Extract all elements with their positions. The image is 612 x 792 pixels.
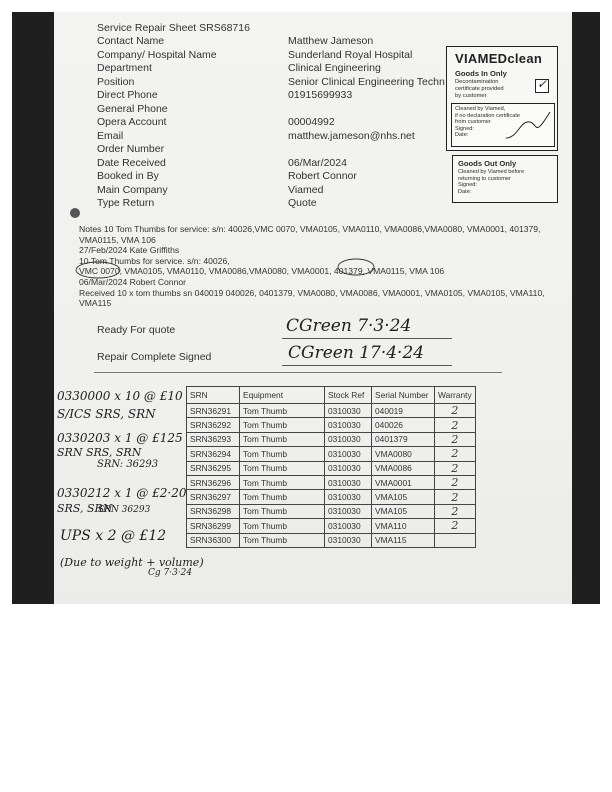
cell-serial: VMA110 [372,519,435,533]
cleaned-line: Cleaned by Viamed, [455,106,506,112]
cell-warranty: 2 [435,504,476,518]
repair-complete-label: Repair Complete Signed [97,351,212,363]
cell-warranty: 2 [435,519,476,533]
goods-out-date: Date: [458,188,472,195]
field-value: Quote [288,197,317,209]
cell-equipment: Tom Thumb [240,447,325,461]
field-label: Company/ Hospital Name [97,48,217,61]
cell-srn: SRN36294 [187,447,240,461]
cell-warranty: 2 [435,404,476,418]
handwritten-line: 0330000 x 10 @ £10 [57,389,183,403]
cell-srn: SRN36295 [187,461,240,475]
field-value: Robert Connor [288,170,357,182]
cell-stock-ref: 0310030 [325,519,372,533]
col-srn: SRN [187,387,240,404]
cell-srn: SRN36292 [187,418,240,432]
handwritten-line: SRN 36293 [98,505,151,515]
table-row [187,519,476,533]
field-label: Booked in By [97,170,159,182]
field-label: Email [97,129,124,142]
field-value: Matthew Jameson [288,35,374,47]
note-circles [0,0,612,320]
field-label: Type Return [97,197,155,209]
cell-warranty: 2 [435,461,476,475]
field-value: Clinical Engineering [288,62,381,74]
col-warranty: Warranty [435,387,476,404]
ready-signature: CGreen 7·3·24 [286,316,412,336]
cell-serial: VMA115 [372,533,435,547]
cell-serial: VMA105 [372,490,435,504]
cell-equipment: Tom Thumb [240,461,325,475]
handwritten-line: SRS, SRN [57,502,113,515]
goods-in-line: certificate provided [455,86,504,92]
ready-for-quote-label: Ready For quote [97,324,176,336]
cell-stock-ref: 0310030 [325,461,372,475]
table-row [187,490,476,504]
cell-warranty [435,533,476,547]
cell-serial: VMA0086 [372,461,435,475]
field-label: Main Company [97,183,168,196]
field-label: General Phone [97,102,168,115]
note-line: 27/Feb/2024 Kate Griffiths [79,245,180,256]
cell-serial: 0401379 [372,432,435,446]
field-label: Department [97,62,152,74]
table-body [187,404,476,548]
handwritten-line: Cg 7·3·24 [148,568,193,578]
date-label: Date: [455,132,469,139]
note-line: VMA0115, VMA 106 [79,234,156,245]
cell-equipment: Tom Thumb [240,475,325,489]
field-label: Opera Account [97,116,167,128]
signed-label: Signed: [455,125,474,132]
table-row [187,461,476,475]
cell-srn: SRN36299 [187,519,240,533]
ready-sign-line [282,338,452,339]
cleaned-line: from customer [455,119,491,126]
goods-out-line: Cleaned by Viamed before [458,169,525,175]
field-value: Senior Clinical Engineering Techn [288,75,445,88]
goods-out-signed: Signed: [458,182,477,189]
cell-warranty: 2 [435,418,476,432]
note-line: VMC 0070, VMA0105, VMA0110, VMA0086,VMA0080, VMA0001, 401379, VMA0115, VMA 106 [79,266,445,277]
field-value: Viamed [288,183,324,196]
handwritten-line: 0330203 x 1 @ £125 [57,431,183,445]
table-row [187,447,476,461]
note-line: 06/Mar/2024 Robert Connor [79,277,187,287]
viamed-logo: VIAMEDclean [455,51,543,66]
cell-srn: SRN36298 [187,504,240,518]
note-line: VMA115 [79,298,112,309]
cell-srn: SRN36296 [187,475,240,489]
cell-serial: VMA0001 [372,475,435,489]
field-label: Order Number [97,143,165,155]
field-value: Sunderland Royal Hospital [288,48,413,61]
cell-stock-ref: 0310030 [325,475,372,489]
repair-sign-line [282,365,452,366]
cell-srn: SRN36291 [187,404,240,418]
goods-in-title: Goods In Only [455,69,507,78]
cell-stock-ref: 0310030 [325,447,372,461]
note-line: Received 10 x tom thumbs sn 040019 040026, 0401379, VMA0080, VMA0086, VMA0001, VMA0105, VMA0105, VMA110, [79,287,545,298]
goods-in-line: by customer [455,93,487,99]
cell-stock-ref: 0310030 [325,504,372,518]
col-serial-number: Serial Number [372,387,435,404]
cell-stock-ref: 0310030 [325,533,372,547]
table-row [187,504,476,518]
cell-warranty: 2 [435,432,476,446]
col-equipment: Equipment [240,387,325,404]
parts-table [186,386,476,548]
cell-stock-ref: 0310030 [325,404,372,418]
cell-equipment: Tom Thumb [240,404,325,418]
field-value: matthew.jameson@nhs.net [288,129,415,142]
cell-srn: SRN36293 [187,432,240,446]
handwritten-line: 0330212 x 1 @ £2·20 [57,486,187,500]
cell-equipment: Tom Thumb [240,519,325,533]
table-row [187,418,476,432]
handwritten-line: UPS x 2 @ £12 [60,528,167,544]
cell-equipment: Tom Thumb [240,432,325,446]
field-label: Position [97,75,135,88]
cell-serial: 040026 [372,418,435,432]
cell-warranty: 2 [435,475,476,489]
goods-out-line: returning to customer [458,175,511,182]
cell-warranty: 2 [435,490,476,504]
cell-stock-ref: 0310030 [325,432,372,446]
handwritten-line: (Due to weight + volume) [60,556,204,569]
cell-serial: 040019 [372,404,435,418]
table-row [187,432,476,446]
field-value: 06/Mar/2024 [288,156,347,169]
cell-serial: VMA0080 [372,447,435,461]
handwritten-line: SRN: 36293 [97,459,159,470]
tick-mark: ✓ [537,77,548,91]
goods-out-title: Goods Out Only [458,159,517,168]
cell-equipment: Tom Thumb [240,418,325,432]
field-label: Contact Name [97,35,165,47]
cell-srn: SRN36297 [187,490,240,504]
note-line: Notes 10 Tom Thumbs for service: s/n: 40026,VMC 0070, VMA0105, VMA0110, VMA0086,VMA0080, VMA0001, 401379, [79,224,541,234]
cell-serial: VMA105 [372,504,435,518]
note-line: 10 Tom Thumbs for service. s/n: 40026, [79,255,230,266]
cell-stock-ref: 0310030 [325,418,372,432]
col-stock-ref: Stock Ref [325,387,372,404]
field-label: Date Received [97,156,166,169]
cell-stock-ref: 0310030 [325,490,372,504]
table-header-row [187,387,476,404]
cell-equipment: Tom Thumb [240,490,325,504]
repair-signature: CGreen 17·4·24 [288,343,425,363]
field-value: 01915699933 [288,89,353,101]
field-value: 00004992 [288,116,335,128]
goods-in-line: Decontamination [455,79,499,85]
cell-equipment: Tom Thumb [240,504,325,518]
sheet-title: Service Repair Sheet SRS68716 [97,22,250,34]
field-label: Direct Phone [97,89,158,101]
cell-warranty: 2 [435,447,476,461]
table-row [187,475,476,489]
table-row [187,533,476,547]
handwritten-line: S/ICS SRS, SRN [57,407,156,421]
table-row [187,404,476,418]
cleaned-line: if no declaration certificate [455,112,520,119]
handwritten-line: SRN SRS, SRN [57,446,142,459]
cell-srn: SRN36300 [187,533,240,547]
divider [94,372,502,373]
cell-equipment: Tom Thumb [240,533,325,547]
